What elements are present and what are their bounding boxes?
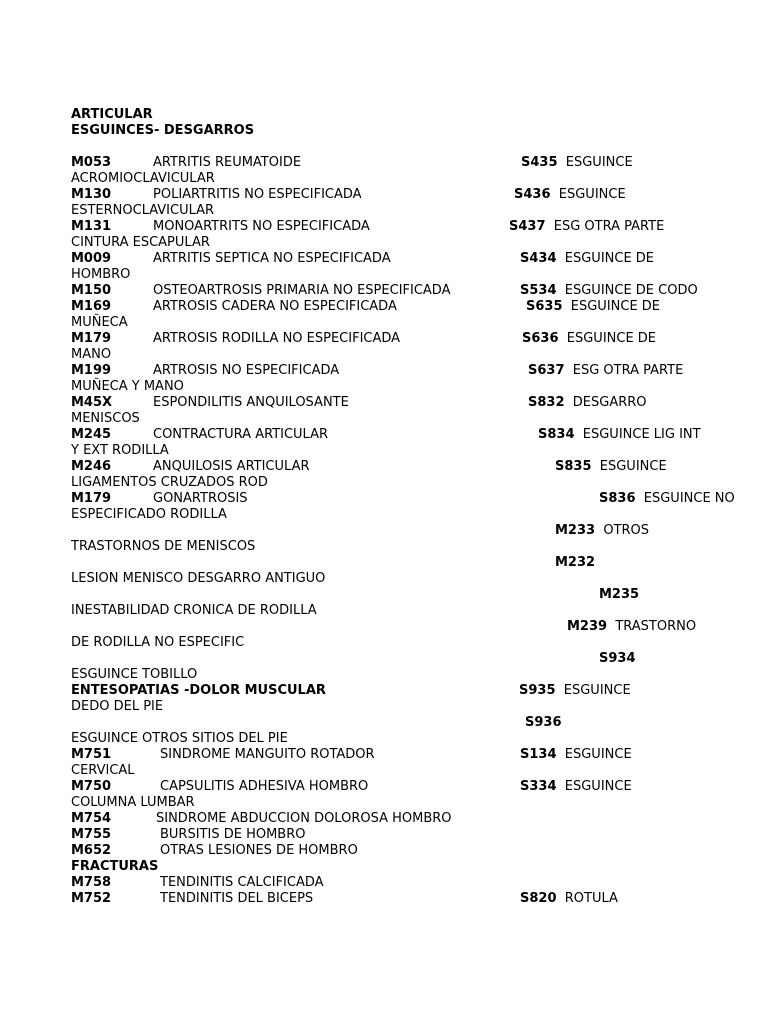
secondary-description: DESGARRO (564, 395, 647, 410)
group-title: ESGUINCES- DESGARROS (71, 123, 255, 138)
document-line (71, 299, 661, 315)
continuation-text: DE RODILLA NO ESPECIFIC (71, 635, 245, 650)
document-line (71, 251, 655, 267)
document-line (71, 443, 169, 459)
secondary-code: S534 (520, 283, 557, 298)
secondary-code: S437 (509, 219, 546, 234)
diagnosis-description: SINDROME ABDUCCION DOLOROSA HOMBRO (156, 811, 452, 826)
diagnosis-description: ARTROSIS NO ESPECIFICADA (153, 363, 340, 378)
diagnosis-code: M179 (71, 331, 112, 346)
document-line (71, 635, 244, 651)
diagnosis-description: ANQUILOSIS ARTICULAR (153, 459, 310, 474)
secondary-description: ESGUINCE DE (558, 331, 657, 346)
document-line (71, 395, 647, 411)
continuation-text: COLUMNA LUMBAR (71, 795, 195, 810)
document-line (71, 171, 215, 187)
secondary-description: ESGUINCE (555, 683, 631, 698)
document-line (71, 475, 268, 491)
continuation-text: Y EXT RODILLA (71, 443, 169, 458)
diagnosis-code: M009 (71, 251, 112, 266)
diagnosis-code: M130 (71, 187, 112, 202)
subsection-title: FRACTURAS (71, 859, 159, 874)
right-column-entry (567, 619, 696, 635)
document-line (71, 155, 633, 171)
secondary-code: M233 (555, 523, 596, 538)
diagnosis-code: M150 (71, 283, 112, 298)
diagnosis-code: M752 (71, 891, 112, 906)
document-line (71, 459, 667, 475)
right-column-entry (519, 683, 631, 699)
document-line (71, 891, 618, 907)
secondary-code: S934 (599, 651, 636, 666)
diagnosis-code: M246 (71, 459, 112, 474)
secondary-code: S134 (520, 747, 557, 762)
right-column-entry (528, 363, 683, 379)
secondary-code: S637 (528, 363, 565, 378)
document-line (71, 795, 195, 811)
continuation-text: DEDO DEL PIE (71, 699, 164, 714)
diagnosis-code: M053 (71, 155, 112, 170)
secondary-description: OTROS (595, 523, 650, 538)
secondary-description: ESG OTRA PARTE (545, 219, 665, 234)
continuation-text: ESPECIFICADO RODILLA (71, 507, 227, 522)
diagnosis-code: M652 (71, 843, 112, 858)
document-line (71, 539, 255, 555)
right-column-entry (528, 395, 647, 411)
right-column-entry (526, 299, 660, 315)
diagnosis-code: M45X (71, 395, 113, 410)
diagnosis-description: OTRAS LESIONES DE HOMBRO (160, 843, 358, 858)
secondary-code: M232 (555, 555, 596, 570)
right-column-entry (599, 651, 636, 667)
right-column-entry (599, 587, 639, 603)
secondary-code: S835 (555, 459, 592, 474)
document-line (71, 779, 632, 795)
secondary-code: S635 (526, 299, 563, 314)
document-line (71, 411, 140, 427)
diagnosis-description: SINDROME MANGUITO ROTADOR (160, 747, 375, 762)
continuation-text: LIGAMENTOS CRUZADOS ROD (71, 475, 268, 490)
diagnosis-code: M179 (71, 491, 112, 506)
secondary-code: M239 (567, 619, 608, 634)
diagnosis-description: CONTRACTURA ARTICULAR (153, 427, 329, 442)
continuation-text: LESION MENISCO DESGARRO ANTIGUO (71, 571, 326, 586)
document-line (71, 427, 701, 443)
diagnosis-description: TENDINITIS CALCIFICADA (160, 875, 324, 890)
secondary-description: ESG OTRA PARTE (564, 363, 684, 378)
continuation-text: MENISCOS (71, 411, 140, 426)
secondary-description: ROTULA (556, 891, 618, 906)
subsection-title: ENTESOPATIAS -DOLOR MUSCULAR (71, 683, 326, 698)
right-column-entry (520, 779, 632, 795)
document-line (71, 219, 665, 235)
secondary-code: S836 (599, 491, 636, 506)
continuation-text: ACROMIOCLAVICULAR (71, 171, 215, 186)
document-line (71, 811, 452, 827)
document-line (71, 379, 184, 395)
secondary-code: S334 (520, 779, 557, 794)
document-line (71, 187, 626, 203)
document-line (71, 699, 163, 715)
diagnosis-description: OSTEOARTROSIS PRIMARIA NO ESPECIFICADA (153, 283, 451, 298)
diagnosis-code: M245 (71, 427, 112, 442)
document-line (71, 363, 684, 379)
document-line (71, 859, 158, 875)
secondary-code: S820 (520, 891, 557, 906)
right-column-entry (555, 523, 649, 539)
secondary-description: ESGUINCE (557, 155, 633, 170)
continuation-text: HOMBRO (71, 267, 131, 282)
right-column-entry (520, 747, 632, 763)
secondary-description: ESGUINCE DE (562, 299, 661, 314)
right-column-entry (521, 155, 633, 171)
continuation-text: ESTERNOCLAVICULAR (71, 203, 215, 218)
diagnosis-description: ESPONDILITIS ANQUILOSANTE (153, 395, 349, 410)
continuation-text: TRASTORNOS DE MENISCOS (71, 539, 256, 554)
secondary-description: ESGUINCE DE CODO (556, 283, 698, 298)
continuation-text: ESGUINCE TOBILLO (71, 667, 198, 682)
continuation-text: INESTABILIDAD CRONICA DE RODILLA (71, 603, 317, 618)
document-line (71, 315, 128, 331)
document-line (71, 683, 631, 699)
diagnosis-description: TENDINITIS DEL BICEPS (160, 891, 314, 906)
right-column-entry (514, 187, 626, 203)
secondary-description: ESGUINCE (556, 779, 632, 794)
diagnosis-description: ARTROSIS CADERA NO ESPECIFICADA (153, 299, 397, 314)
right-column-entry (525, 715, 562, 731)
right-column-entry (522, 331, 656, 347)
secondary-code: S834 (538, 427, 575, 442)
secondary-code: S435 (521, 155, 558, 170)
continuation-text: MUÑECA (71, 315, 128, 330)
diagnosis-description: ARTROSIS RODILLA NO ESPECIFICADA (153, 331, 401, 346)
continuation-text: CINTURA ESCAPULAR (71, 235, 210, 250)
secondary-description: ESGUINCE (556, 747, 632, 762)
document-line (71, 747, 632, 763)
right-column-entry (555, 459, 667, 475)
diagnosis-code: M131 (71, 219, 112, 234)
diagnosis-code: M199 (71, 363, 112, 378)
right-column-entry (599, 491, 735, 507)
secondary-description: ESGUINCE (591, 459, 667, 474)
continuation-text: MUÑECA Y MANO (71, 379, 184, 394)
document-line (71, 875, 324, 891)
document-line (71, 507, 227, 523)
secondary-description: ESGUINCE NO (635, 491, 735, 506)
diagnosis-description: ARTRITIS SEPTICA NO ESPECIFICADA (153, 251, 391, 266)
continuation-text: MANO (71, 347, 112, 362)
right-column-entry (520, 891, 618, 907)
diagnosis-description: MONOARTRITS NO ESPECIFICADA (153, 219, 370, 234)
secondary-description: TRASTORNO (607, 619, 697, 634)
secondary-code: S832 (528, 395, 565, 410)
document-line (71, 203, 214, 219)
diagnosis-code: M169 (71, 299, 112, 314)
document-line (71, 827, 306, 843)
document-line (71, 283, 698, 299)
secondary-code: M235 (599, 587, 640, 602)
diagnosis-description: POLIARTRITIS NO ESPECIFICADA (153, 187, 362, 202)
secondary-code: S936 (525, 715, 562, 730)
document-line (71, 603, 317, 619)
diagnosis-code: M750 (71, 779, 112, 794)
secondary-code: S436 (514, 187, 551, 202)
diagnosis-code: M758 (71, 875, 112, 890)
diagnosis-description: ARTRITIS REUMATOIDE (153, 155, 302, 170)
secondary-code: S935 (519, 683, 556, 698)
document-line (71, 347, 111, 363)
diagnosis-description: BURSITIS DE HOMBRO (160, 827, 306, 842)
section-title: ARTICULAR (71, 107, 153, 122)
diagnosis-description: CAPSULITIS ADHESIVA HOMBRO (160, 779, 369, 794)
document-line (71, 331, 657, 347)
right-column-entry (509, 219, 664, 235)
document-line (71, 571, 325, 587)
right-column-entry (538, 427, 701, 443)
secondary-description: ESGUINCE (550, 187, 626, 202)
document-line (71, 667, 197, 683)
secondary-description: ESGUINCE DE (556, 251, 655, 266)
right-column-entry (520, 283, 698, 299)
document-line (71, 763, 135, 779)
right-column-entry (520, 251, 654, 267)
secondary-code: S636 (522, 331, 559, 346)
document-line (71, 491, 735, 507)
document-line (71, 731, 288, 747)
continuation-text: ESGUINCE OTROS SITIOS DEL PIE (71, 731, 288, 746)
document-line (71, 235, 210, 251)
continuation-text: CERVICAL (71, 763, 135, 778)
document-line (71, 843, 358, 859)
diagnosis-code: M754 (71, 811, 112, 826)
document-line (71, 267, 130, 283)
diagnosis-code: M755 (71, 827, 112, 842)
secondary-code: S434 (520, 251, 557, 266)
right-column-entry (555, 555, 595, 571)
diagnosis-description: GONARTROSIS (153, 491, 248, 506)
secondary-description: ESGUINCE LIG INT (574, 427, 701, 442)
diagnosis-code: M751 (71, 747, 112, 762)
